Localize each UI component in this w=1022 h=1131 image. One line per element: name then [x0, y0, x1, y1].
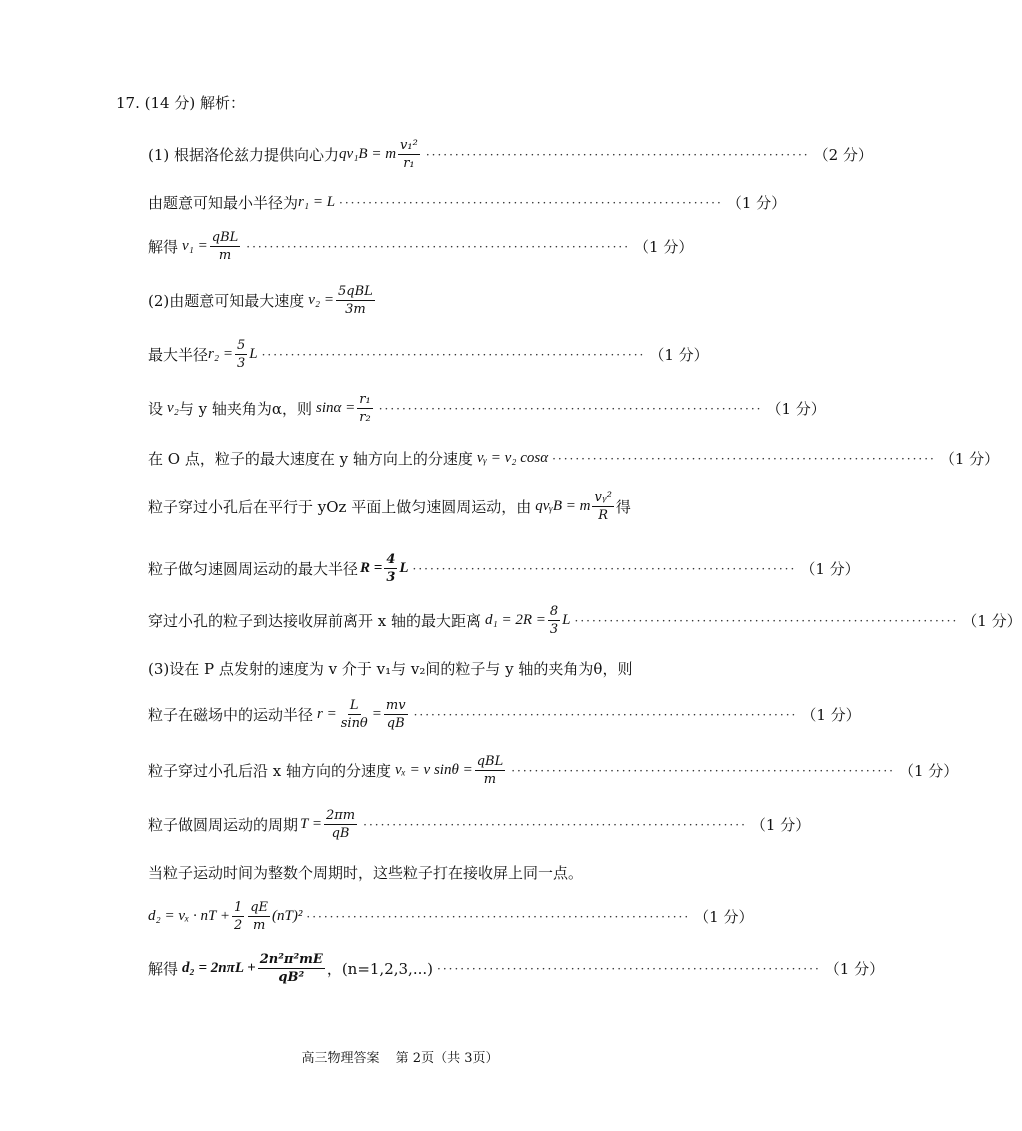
fraction [258, 952, 325, 985]
fraction [384, 698, 408, 731]
denominator: 2 [233, 918, 243, 933]
line-17 [148, 952, 885, 985]
line-8 [148, 490, 658, 523]
equation-tail: L [249, 346, 258, 362]
fraction [357, 392, 372, 425]
score: （1 分） [898, 762, 959, 780]
line-2 [148, 192, 787, 213]
denominator: m [218, 248, 232, 263]
numerator: 4 [386, 552, 396, 567]
denominator: 3 [236, 356, 246, 371]
line-text: 粒子做圆周运动的周期 [148, 816, 299, 834]
denominator: 3m [345, 302, 366, 317]
numerator: 5qBL [338, 284, 373, 299]
dot-leader: ·································································· [261, 347, 646, 362]
numerator: mv [385, 698, 406, 713]
line-6 [148, 392, 826, 425]
equation: v₁ = [182, 238, 208, 254]
equation: R = [360, 560, 383, 576]
equation: r = [317, 706, 337, 722]
denominator: qB [386, 716, 405, 731]
fraction [336, 284, 375, 317]
dot-leader: ·································································· [306, 909, 691, 924]
line-text: 粒子做匀速圆周运动的最大半径 [148, 560, 359, 578]
equals: = [371, 706, 382, 722]
equation-tail: L [562, 612, 571, 628]
line-11 [148, 658, 658, 679]
dot-leader: ·································································· [552, 451, 936, 466]
equation: vₓ = v sinθ = [395, 762, 473, 778]
score: （1 分） [766, 400, 826, 418]
denominator: r₂ [359, 410, 371, 425]
equation: d₂ = 2nπL + [182, 960, 256, 976]
numerator: 5 [236, 338, 246, 353]
denominator: m [252, 918, 266, 933]
problem-header: 17. (14 分) 解析： [116, 94, 245, 112]
equation: d₁ = 2R = [485, 612, 546, 628]
fraction [339, 698, 370, 731]
score: （1 分） [726, 194, 787, 212]
line-text: (2)由题意可知最大速度 [148, 292, 305, 310]
denominator: m [483, 772, 497, 787]
line-16 [148, 900, 754, 933]
line-4 [148, 284, 658, 317]
numerator: L [349, 698, 359, 713]
line-text: 粒子在磁场中的运动半径 [148, 706, 314, 724]
equation: vᵧ = v₂ cosα [476, 450, 549, 466]
line-text: 与 y 轴夹角为α，则 [178, 400, 313, 418]
numerator: r₁ [359, 392, 371, 407]
score: （1 分） [649, 346, 709, 364]
dot-leader: ·································································· [378, 401, 763, 416]
numerator: 8 [549, 604, 559, 619]
fraction [210, 230, 241, 263]
dot-leader: ·································································· [511, 763, 895, 778]
line-7 [148, 448, 1000, 469]
line-14 [148, 808, 811, 841]
line-text: 在 O 点，粒子的最大速度在 y 轴方向上的分速度 [148, 450, 473, 468]
dot-leader: ·································································· [412, 561, 797, 576]
variable: v₂ [167, 400, 179, 416]
equation: qv₁B = m [339, 146, 397, 162]
numerator: qBL [476, 754, 504, 769]
line-text: 解得 [148, 238, 179, 256]
line-1 [148, 138, 873, 171]
numerator: qE [250, 900, 269, 915]
line-text: 设 [148, 400, 164, 418]
equation: r₁ = L [298, 194, 336, 210]
numerator: v₁² [400, 138, 418, 153]
numerator: 1 [233, 900, 243, 915]
page-footer [0, 1047, 800, 1066]
denominator: 3 [386, 570, 396, 585]
dot-leader: ·································································· [413, 707, 798, 722]
equation-tail: ，(n=1,2,3,...) [326, 960, 433, 978]
fraction [475, 754, 506, 787]
numerator: vᵧ² [594, 490, 612, 505]
score: （1 分） [750, 816, 811, 834]
dot-leader: ·································································· [246, 239, 631, 254]
fraction [235, 338, 247, 371]
denominator: sinθ [340, 716, 368, 731]
line-12 [148, 698, 861, 731]
equation: v₂ = [308, 292, 334, 308]
line-text: (1) 根据洛伦兹力提供向心力 [148, 146, 340, 164]
denominator: 3 [549, 622, 559, 637]
numerator: qBL [211, 230, 239, 245]
line-text: 得 [615, 498, 631, 516]
dot-leader: ·································································· [437, 961, 821, 976]
dot-leader: ·································································· [425, 147, 810, 162]
numerator: 2πm [325, 808, 356, 823]
footer-page-number: 第 2页（共 3页） [395, 1051, 499, 1066]
line-10 [148, 604, 1022, 637]
line-5 [148, 338, 709, 371]
score: （1 分） [801, 706, 861, 724]
score: （1 分） [800, 560, 860, 578]
score: （1 分） [962, 612, 1022, 630]
fraction [592, 490, 613, 523]
equation-tail: L [399, 560, 409, 576]
denominator: R [598, 508, 609, 523]
fraction [248, 900, 270, 933]
score: （1 分） [824, 960, 885, 978]
line-text: (3)设在 P 点发射的速度为 v 介于 v₁与 v₂间的粒子与 y 轴的夹角为θ，则 [148, 660, 633, 678]
denominator: r₁ [403, 156, 415, 171]
score: （1 分） [939, 450, 1000, 468]
line-text: 解得 [148, 960, 179, 978]
line-text: 由题意可知最小半径为 [148, 194, 299, 212]
line-13 [148, 754, 959, 787]
score: （1 分） [694, 908, 754, 926]
equation: d₂ = vₓ · nT + [148, 908, 230, 924]
equation: r₂ = [208, 346, 233, 362]
score: （2 分） [813, 146, 873, 164]
footer-subject: 高三物理答案 [301, 1051, 380, 1066]
equation: qvᵧB = m [535, 498, 591, 514]
fraction [384, 552, 397, 585]
line-text: 粒子穿过小孔后沿 x 轴方向的分速度 [148, 762, 391, 780]
dot-leader: ·································································· [363, 817, 747, 832]
fraction [398, 138, 420, 171]
dot-leader: ·································································· [339, 195, 723, 210]
score: （1 分） [634, 238, 694, 256]
denominator: qB² [278, 970, 305, 985]
equation-tail: (nT)² [272, 908, 303, 924]
numerator: 2n²π²mE [259, 952, 323, 967]
fraction [548, 604, 560, 637]
line-text: 粒子穿过小孔后在平行于 yOz 平面上做匀速圆周运动，由 [148, 498, 532, 516]
line-text: 最大半径 [148, 346, 209, 364]
fraction [324, 808, 357, 841]
line-text: 当粒子运动时间为整数个周期时，这些粒子打在接收屏上同一点。 [148, 864, 584, 882]
line-9 [148, 552, 860, 585]
denominator: qB [331, 826, 350, 841]
fraction [232, 900, 244, 933]
line-text: 穿过小孔的粒子到达接收屏前离开 x 轴的最大距离 [148, 612, 481, 630]
line-15 [148, 862, 658, 883]
equation: sinα = [316, 400, 356, 416]
equation: T = [300, 816, 322, 832]
line-3 [148, 230, 694, 263]
dot-leader: ·································································· [574, 613, 959, 628]
